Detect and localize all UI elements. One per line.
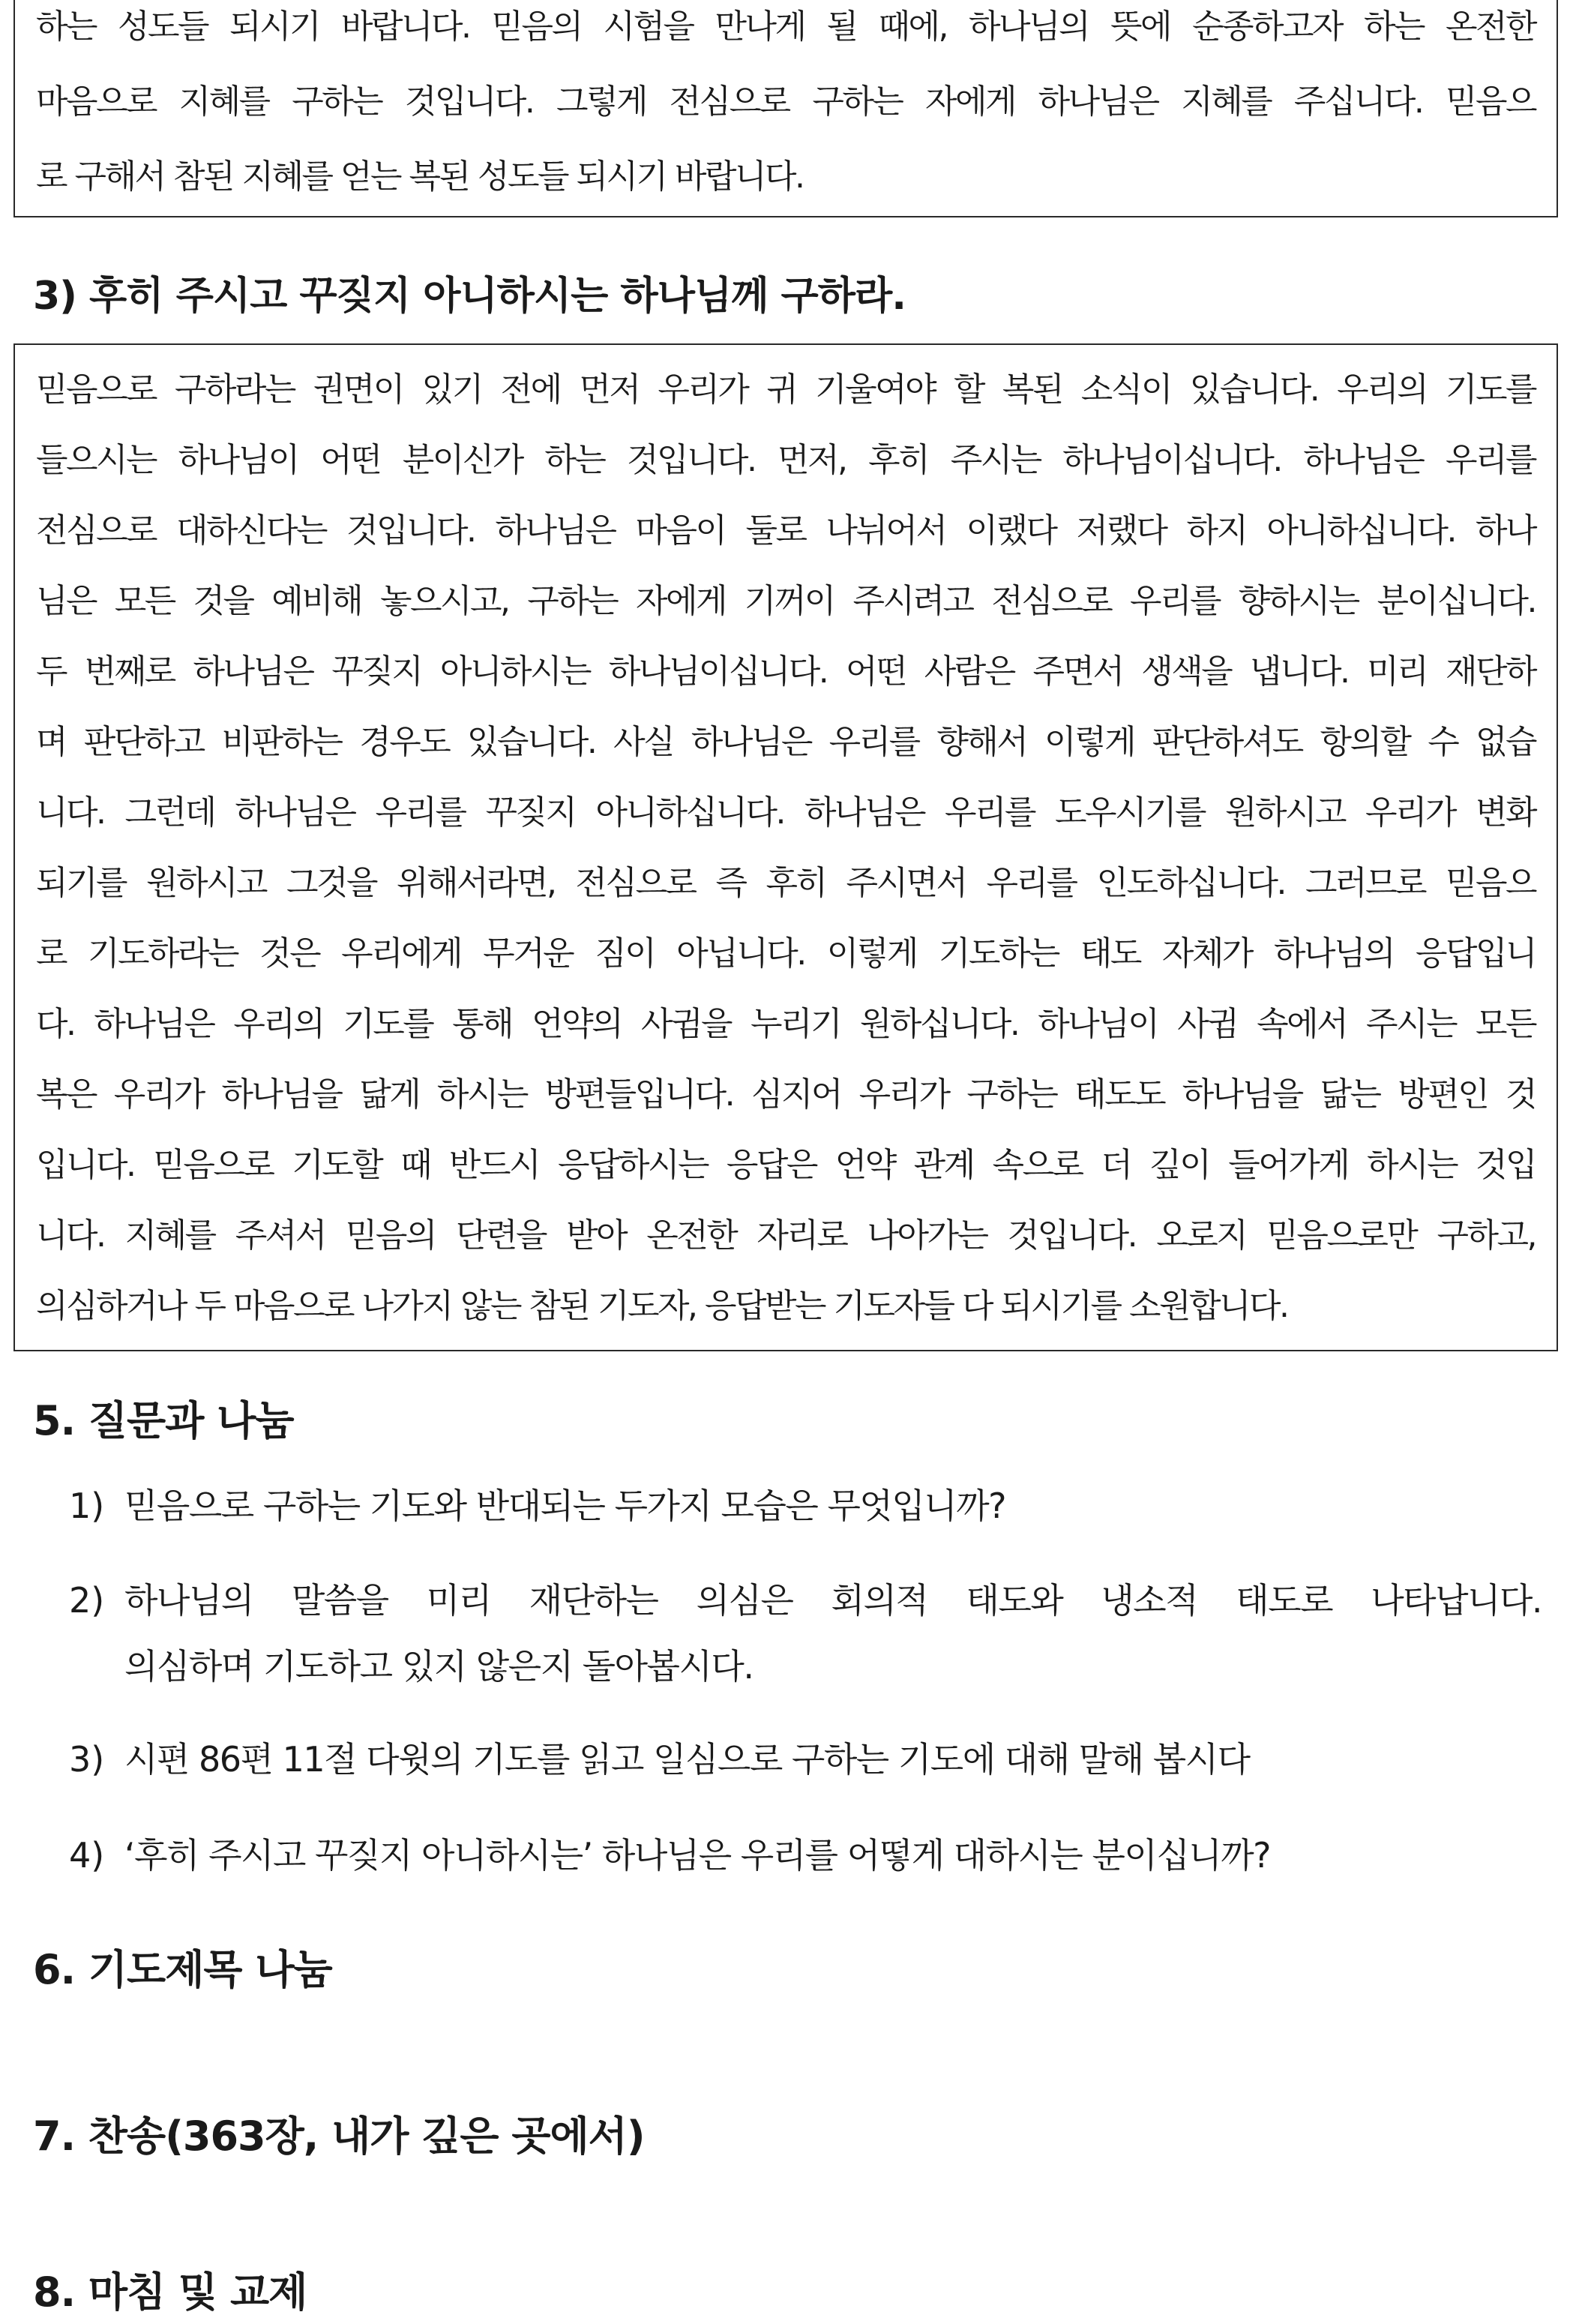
question-1-text: 믿음으로 구하는 기도와 반대되는 두가지 모습은 무엇입니까? xyxy=(124,1486,1006,1526)
sermon-box-continued xyxy=(13,0,1558,217)
box2-line-6: 며 판단하고 비판하는 경우도 있습니다. 사실 하나님은 우리를 향해서 이렇게 판단하셔도 항의할 수 없습 xyxy=(36,723,1536,761)
sermon-box-main xyxy=(13,343,1558,1351)
subheading-3: 3) 후히 주시고 꾸짖지 아니하시는 하나님께 구하라. xyxy=(33,274,906,319)
section-8-title: 8. 마침 및 교제 xyxy=(33,2269,307,2316)
question-3-number: 3) xyxy=(69,1739,105,1780)
box2-line-1: 믿음으로 구하라는 권면이 있기 전에 먼저 우리가 귀 기울여야 할 복된 소식이 있습니다. 우리의 기도를 xyxy=(36,370,1536,409)
question-4-number: 4) xyxy=(69,1835,105,1876)
box2-line-3: 전심으로 대하신다는 것입니다. 하나님은 마음이 둘로 나뉘어서 이랬다 저랬다 하지 아니하십니다. 하나 xyxy=(36,511,1536,550)
question-1-number: 1) xyxy=(69,1486,105,1526)
box1-line-2: 마음으로 지혜를 구하는 것입니다. 그렇게 전심으로 구하는 자에게 하나님은 지혜를 주십니다. 믿음으 xyxy=(36,82,1536,121)
box2-line-14: 의심하거나 두 마음으로 나가지 않는 참된 기도자, 응답받는 기도자들 다 되시기를 소원합니다. xyxy=(36,1287,1288,1325)
question-3-text: 시편 86편 11절 다윗의 기도를 읽고 일심으로 구하는 기도에 대해 말해 봅시다 xyxy=(124,1739,1250,1780)
section-5-title: 5. 질문과 나눔 xyxy=(33,1397,294,1444)
section-7-title: 7. 찬송(363장, 내가 깊은 곳에서) xyxy=(33,2113,645,2160)
question-2-number: 2) xyxy=(69,1580,105,1621)
box1-line-1: 하는 성도들 되시기 바랍니다. 믿음의 시험을 만나게 될 때에, 하나님의 뜻에 순종하고자 하는 온전한 xyxy=(36,7,1536,46)
section-6-title: 6. 기도제목 나눔 xyxy=(33,1946,332,1993)
box2-line-12: 입니다. 믿음으로 기도할 때 반드시 응답하시는 응답은 언약 관계 속으로 더 깊이 들어가게 하시는 것입 xyxy=(36,1146,1536,1184)
box2-line-13: 니다. 지혜를 주셔서 믿음의 단련을 받아 온전한 자리로 나아가는 것입니다. 오로지 믿음으로만 구하고, xyxy=(36,1216,1536,1255)
box2-line-4: 님은 모든 것을 예비해 놓으시고, 구하는 자에게 기꺼이 주시려고 전심으로 우리를 향하시는 분이십니다. xyxy=(36,582,1536,620)
box2-line-9: 로 기도하라는 것은 우리에게 무거운 짐이 아닙니다. 이렇게 기도하는 태도 자체가 하나님의 응답입니 xyxy=(36,934,1536,973)
box2-line-7: 니다. 그런데 하나님은 우리를 꾸짖지 아니하십니다. 하나님은 우리를 도우시기를 원하시고 우리가 변화 xyxy=(36,793,1536,832)
box2-line-11: 복은 우리가 하나님을 닮게 하시는 방편들입니다. 심지어 우리가 구하는 태도도 하나님을 닮는 방편인 것 xyxy=(36,1075,1536,1114)
question-2-text-line-1: 하나님의 말씀을 미리 재단하는 의심은 회의적 태도와 냉소적 태도로 나타납니다. xyxy=(124,1580,1542,1621)
question-4-text: ‘후히 주시고 꾸짖지 아니하시는’ 하나님은 우리를 어떻게 대하시는 분이십니까? xyxy=(124,1835,1271,1876)
box1-line-3: 로 구해서 참된 지혜를 얻는 복된 성도들 되시기 바랍니다. xyxy=(36,157,804,196)
question-2-text-line-2: 의심하며 기도하고 있지 않은지 돌아봅시다. xyxy=(124,1646,754,1687)
box2-line-2: 들으시는 하나님이 어떤 분이신가 하는 것입니다. 먼저, 후히 주시는 하나님이십니다. 하나님은 우리를 xyxy=(36,441,1536,479)
box2-line-10: 다. 하나님은 우리의 기도를 통해 언약의 사귐을 누리기 원하십니다. 하나님이 사귐 속에서 주시는 모든 xyxy=(36,1005,1536,1043)
box2-line-8: 되기를 원하시고 그것을 위해서라면, 전심으로 즉 후히 주시면서 우리를 인도하십니다. 그러므로 믿음으 xyxy=(36,864,1536,902)
box2-line-5: 두 번째로 하나님은 꾸짖지 아니하시는 하나님이십니다. 어떤 사람은 주면서 생색을 냅니다. 미리 재단하 xyxy=(36,652,1536,691)
